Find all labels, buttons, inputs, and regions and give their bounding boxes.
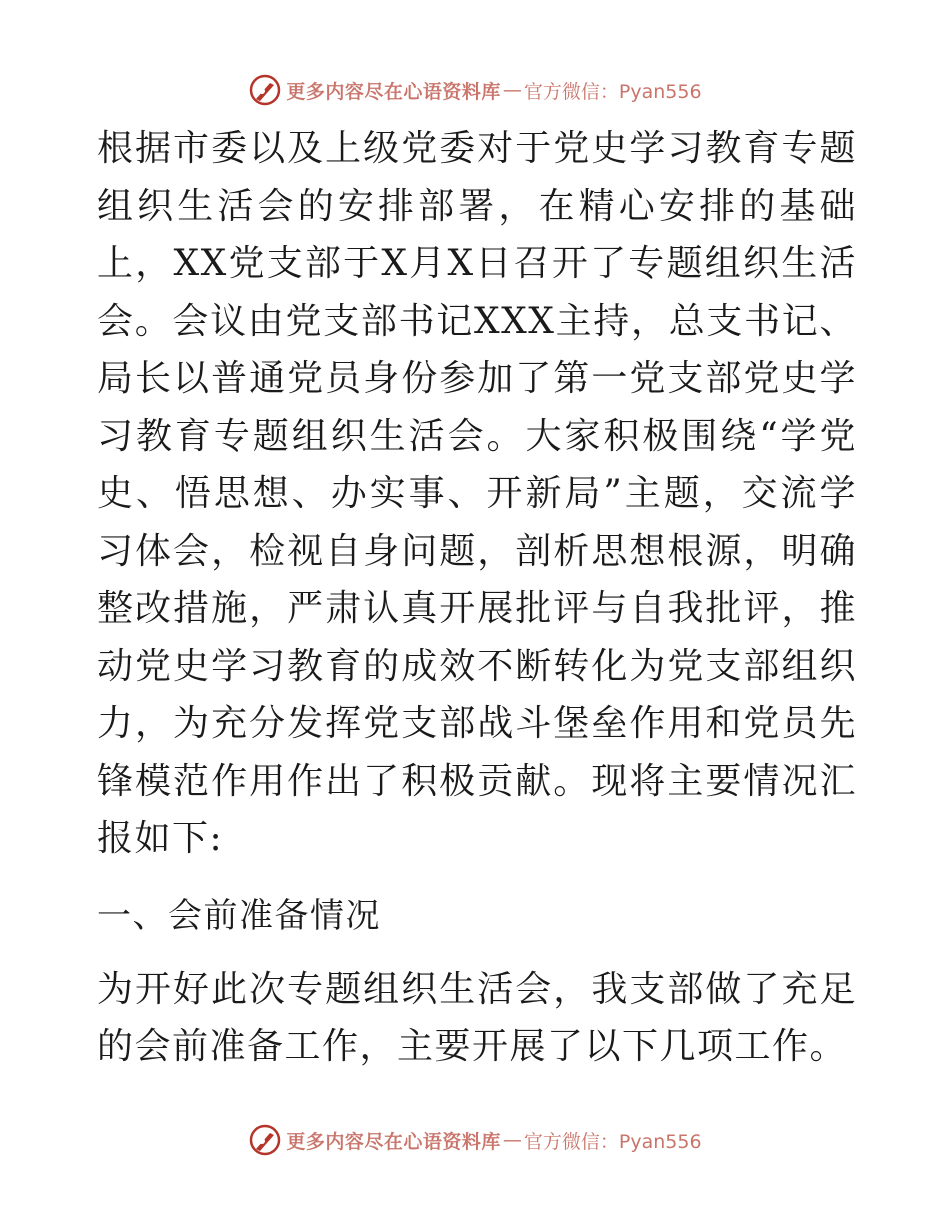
section-paragraph: 为开好此次专题组织生活会，我支部做了充足的会前准备工作，主要开展了以下几项工作。	[97, 968, 857, 1067]
intro-paragraph: 根据市委以及上级党委对于党史学习教育专题组织生活会的安排部署，在精心安排的基础上，XX党支部于X月X日召开了专题组织生活会。会议由党支部书记XXX主持，总支书记、局长以普通党员身份参加了第一党支部党史学习教育专题组织生活会。大家积极围绕“学党史、悟思想、办实事、开新局”主题，交流学习体会，检视自身问题，剖析思想根源，明确整改措施，严肃认真开展批评与自我批评，推动党史学习教育的成效不断转化为党支部组织力，为充分发挥党支部战斗堡垒作用和党员先锋模范作用作出了积极贡献。现将主要情况汇报如下:	[97, 128, 857, 859]
banner-dash: —	[502, 1129, 522, 1151]
banner-dash: —	[502, 79, 522, 101]
watermark-banner-bottom	[0, 1120, 950, 1160]
watermark-banner-top	[0, 70, 950, 110]
logo-icon	[248, 1123, 282, 1157]
document-body	[97, 120, 857, 1076]
logo-icon	[248, 73, 282, 107]
banner-text: 更多内容尽在心语资料库	[286, 80, 501, 103]
banner-text: 更多内容尽在心语资料库	[286, 1130, 501, 1153]
banner-wechat: 官方微信：Pyan556	[523, 80, 702, 103]
banner-wechat: 官方微信：Pyan556	[523, 1130, 702, 1153]
section-heading: 一、会前准备情况	[97, 895, 381, 936]
